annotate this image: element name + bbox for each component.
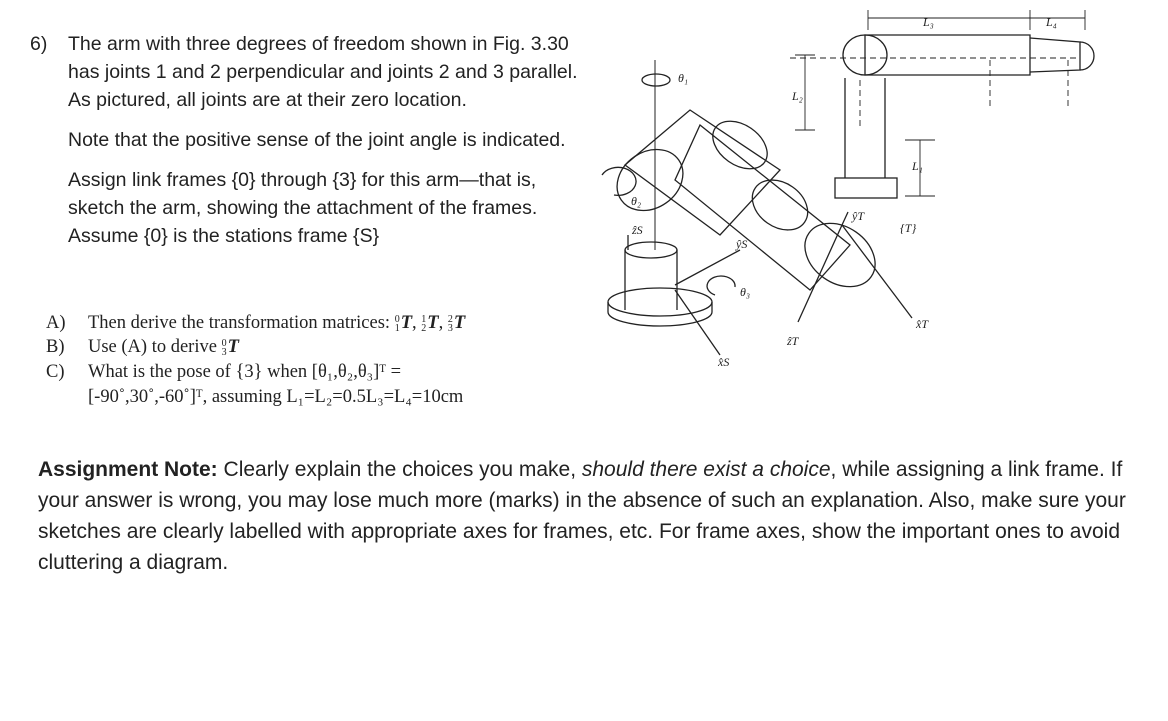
matrix-1-2: 1 2 T (421, 313, 439, 334)
label-theta1: θ₁ (678, 71, 689, 85)
matrix-0-1: 0 1 T (394, 313, 412, 334)
label-theta3: θ₃ (740, 285, 751, 299)
part-b-text: Use (A) to derive (88, 337, 222, 357)
note-part1: Clearly explain the choices you make, (217, 458, 582, 481)
label-l1: L₁ (912, 159, 923, 173)
joint2-arrow (602, 167, 636, 195)
question-intro: The arm with three degrees of freedom shown in Fig. 3.30 has joints 1 and 2 perpendicular and joints 2 and 3 parallel. As pictured, all joints are at their zero location. (68, 33, 578, 111)
assignment-note (38, 454, 1128, 578)
link-2 (625, 110, 780, 235)
zt-axis (798, 225, 842, 322)
joint1-arrow (642, 74, 670, 86)
part-c-label: C) (46, 362, 65, 382)
joint3-arrow (707, 276, 735, 295)
label-xs: x̂S (718, 355, 730, 369)
ys-axis (675, 250, 740, 285)
label-zt: ẑT (787, 334, 799, 348)
tool-bar (865, 35, 1030, 75)
matrix-2-3: 2 3 T (447, 313, 466, 334)
wrist-block (835, 178, 897, 198)
note-part2: , while assigning a link frame. If your answer is wrong, you may lose much more (marks) in the absence of such an explanation. Also, make sure your sketches are clearly labelled with appropriate axes for frames, etc. For frame axes, show the important ones to avoid cluttering a diagram. (38, 458, 1126, 574)
wrist-column (845, 78, 885, 178)
question-sense: Note that the positive sense of the joint angle is indicated. (68, 129, 566, 151)
part-c (46, 360, 566, 384)
question-assign: Assign link frames {0} through {3} for this arm—that is, sketch the arm, showing the attachment of the frames. Assume {0} is the stations frame {S} (68, 169, 538, 247)
part-b-label: B) (46, 337, 65, 357)
part-c-values: [-90˚,30˚,-60˚]ᵀ, assuming L₁=L₂=0.5L₃=L₄=10cm (88, 387, 464, 407)
base-column (625, 250, 677, 310)
note-heading: Assignment Note: (38, 458, 218, 481)
robot-arm-figure (580, 0, 1140, 420)
label-theta2: θ₂ (631, 194, 642, 208)
part-a: A) Then derive the transformation matrices: 0 1 T, 1 2 T, 2 3 T (46, 313, 466, 334)
label-ys: ŷS (736, 237, 748, 251)
note-italic: should there exist a choice (581, 458, 831, 481)
label-xt: x̂T (916, 317, 928, 331)
matrix-0-3: 0 3 T (221, 337, 239, 358)
part-a-label: A) (46, 313, 66, 333)
part-c-text: What is the pose of {3} when [θ₁,θ₂,θ₃]ᵀ = (88, 362, 402, 382)
label-l2: L₂ (792, 89, 803, 103)
question-body (68, 30, 588, 262)
xs-axis (675, 290, 720, 355)
part-b (46, 335, 566, 359)
label-yt: ŷT (852, 209, 864, 223)
part-a-text: Then derive the transformation matrices: (88, 313, 395, 333)
label-l4: L₄ (1046, 15, 1057, 29)
label-frame-t: {T} (900, 221, 917, 235)
question-number: 6) (30, 33, 48, 55)
base-plate (608, 288, 712, 316)
xt-axis (842, 225, 912, 318)
label-l3: L₃ (923, 15, 934, 29)
label-zs: ẑS (632, 223, 643, 237)
yt-axis (842, 212, 848, 225)
